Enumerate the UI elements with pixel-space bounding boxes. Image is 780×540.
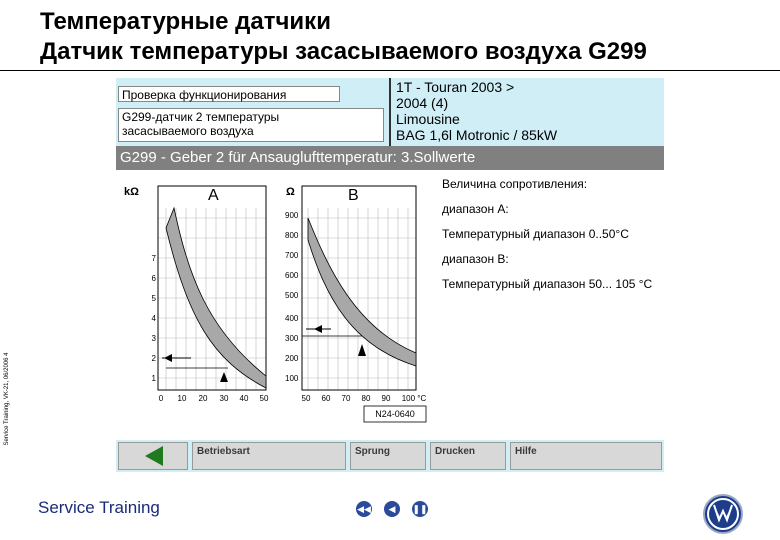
marker-arrow-a — [164, 354, 172, 362]
vw-logo-icon — [705, 496, 741, 532]
chart-a-unit: kΩ — [124, 186, 139, 198]
marker-triangle-b — [358, 344, 366, 356]
y-tick-a-5: 5 — [151, 294, 156, 303]
y-tick-a-3: 3 — [151, 334, 156, 343]
resistance-diagram — [116, 178, 432, 428]
page-title-line2: Датчик температуры засасываемого воздуха G299 — [40, 38, 647, 65]
chart-b-unit: Ω — [286, 186, 295, 198]
info-range-a: диапазон А: — [442, 202, 509, 216]
y-tick-a-2: 2 — [151, 354, 156, 363]
rewind-icon: ◀◀ — [357, 504, 371, 514]
info-range-a-temp: Температурный диапазон 0..50°C — [442, 227, 629, 241]
y-tick-b-500: 500 — [285, 291, 299, 300]
y-tick-b-600: 600 — [285, 271, 299, 280]
marker-triangle-a — [220, 372, 228, 382]
y-tick-a-1: 1 — [151, 374, 156, 383]
jump-button[interactable]: Sprung — [350, 442, 426, 470]
info-resistance-heading: Величина сопротивления: — [442, 177, 588, 191]
x-tick-a-40: 40 — [239, 394, 249, 403]
chart-a-label: A — [208, 187, 219, 204]
x-tick-a-30: 30 — [219, 394, 229, 403]
status-bar: G299 - Geber 2 für Ansauglufttemperatur: 3.Sollwerte — [116, 146, 664, 170]
back-arrow-icon — [143, 445, 165, 467]
footer-brand: Service Training — [38, 498, 160, 517]
pause-icon: ❚❚ — [412, 504, 428, 514]
mode-button[interactable]: Betriebsart — [192, 442, 346, 470]
help-button[interactable]: Hilfe — [510, 442, 662, 470]
x-tick-a-0: 0 — [158, 394, 164, 403]
y-tick-b-200: 200 — [285, 354, 299, 363]
vw-logo — [703, 494, 743, 534]
vehicle-year: 2004 (4) — [396, 95, 449, 111]
x-tick-b-50: 50 — [301, 394, 311, 403]
prev-icon: ◀ — [388, 504, 396, 514]
vertical-footnote: Service Training, VK-21, 06/2006 4 — [4, 352, 10, 446]
nav-prev-button[interactable] — [384, 501, 400, 517]
y-tick-a-4: 4 — [151, 314, 156, 323]
vehicle-model: 1T - Touran 2003 > — [396, 79, 515, 95]
vehicle-engine: BAG 1,6l Motronic / 85kW — [396, 127, 558, 143]
y-tick-b-800: 800 — [285, 231, 299, 240]
curve-band-b — [308, 218, 416, 366]
y-tick-a-7: 7 — [151, 254, 156, 263]
chart-b-label: B — [348, 187, 359, 204]
info-range-b: диапазон В: — [442, 252, 509, 266]
nav-back-button[interactable] — [356, 501, 372, 517]
x-tick-a-20: 20 — [198, 394, 208, 403]
x-tick-b-100: 100 °C — [401, 394, 427, 403]
header-divider — [0, 70, 780, 71]
sensor-label-line2: засасываемого воздуха — [122, 124, 254, 138]
page-title-line1: Температурные датчики — [40, 8, 331, 35]
code-label: N24-0640 — [375, 409, 415, 419]
y-tick-b-300: 300 — [285, 334, 299, 343]
x-tick-b-70: 70 — [341, 394, 351, 403]
y-tick-b-100: 100 — [285, 374, 299, 383]
x-tick-b-80: 80 — [361, 394, 371, 403]
grid-b — [302, 208, 416, 390]
x-tick-b-60: 60 — [321, 394, 331, 403]
y-tick-b-900: 900 — [285, 211, 299, 220]
y-tick-b-400: 400 — [285, 314, 299, 323]
back-button[interactable] — [118, 442, 188, 470]
function-test-field[interactable] — [118, 86, 340, 102]
x-tick-a-10: 10 — [177, 394, 187, 403]
panel-separator — [389, 78, 391, 146]
sensor-field[interactable] — [118, 108, 384, 142]
y-tick-a-6: 6 — [151, 274, 156, 283]
y-tick-b-700: 700 — [285, 251, 299, 260]
info-range-b-temp: Температурный диапазон 50... 105 °C — [442, 277, 653, 291]
print-button[interactable]: Drucken — [430, 442, 506, 470]
nav-pause-button[interactable] — [412, 501, 428, 517]
function-test-label: Проверка функционирования — [122, 88, 287, 102]
vehicle-body: Limousine — [396, 111, 460, 127]
x-tick-a-50: 50 — [259, 394, 269, 403]
sensor-label-line1: G299-датчик 2 температуры — [122, 110, 280, 124]
x-tick-b-90: 90 — [381, 394, 391, 403]
